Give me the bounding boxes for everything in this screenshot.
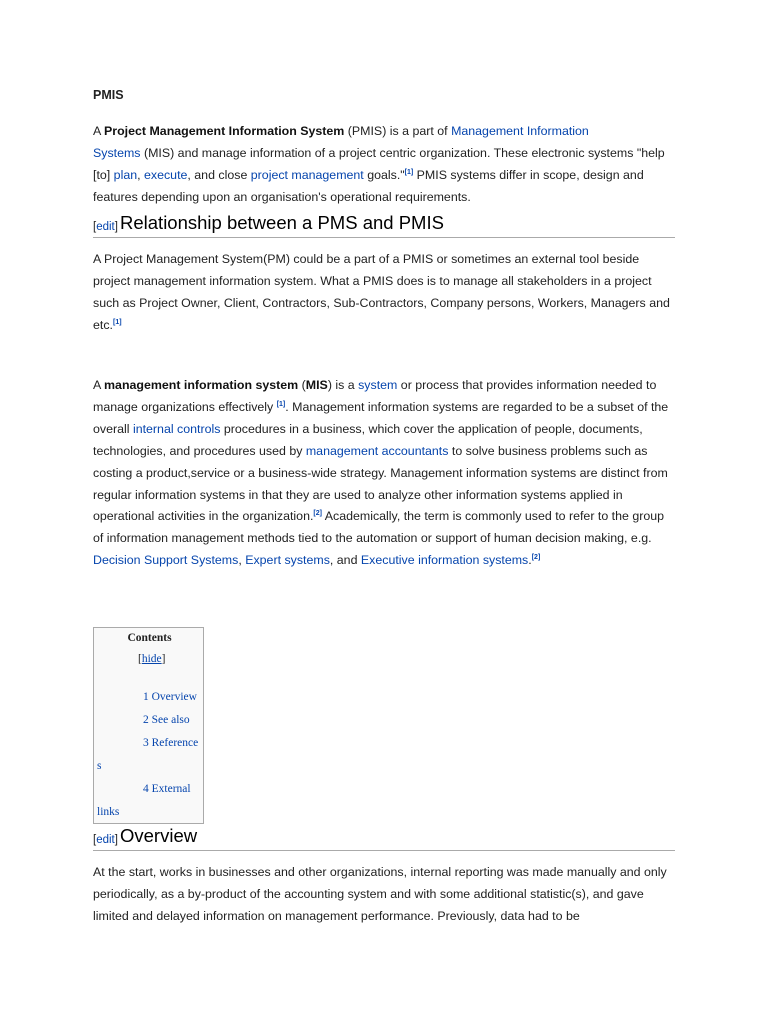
table-of-contents [93,627,204,824]
text: ) is a [327,378,359,392]
link-executive-information-systems[interactable]: Executive information systems [360,553,529,568]
section-heading-overview [93,824,675,851]
text: procedures in a business, which cover the application of people, documents, technologies, and procedures used by [93,421,643,458]
toc-item-external-links-wrap[interactable]: links [97,806,120,818]
link-expert-systems[interactable]: Expert systems [245,553,330,568]
bold-term: MIS [305,378,328,392]
edit-section-link [93,834,118,846]
reference-link[interactable]: [2] [313,510,322,518]
section-title: Relationship between a PMS and PMIS [120,212,444,233]
reference-link[interactable]: [2] [531,554,541,562]
text: . Management information systems are regarded to be a subset of the overall [93,399,669,436]
edit-link[interactable]: edit [96,834,115,846]
toc-item-references-wrap[interactable]: s [97,760,102,772]
edit-link[interactable]: edit [96,221,115,233]
reference-link[interactable]: [1] [112,318,122,326]
toc-item-references[interactable]: 3 Reference [143,737,199,749]
relationship-paragraph [93,249,675,337]
bracket: ] [114,834,118,846]
overview-paragraph: At the start, works in businesses and other organizations, internal reporting was made manually and only periodically, as a by-product of the accounting system and with some additional statistic(s), and gave limited and delayed information on management performance. Previously, data had to be [93,865,667,923]
text: , [238,553,246,568]
text: A [93,124,105,138]
bold-term: management information system [104,378,299,392]
link-decision-support-systems[interactable]: Decision Support Systems [93,553,239,568]
bracket: [ [93,221,97,233]
text: A Project Management System(PM) could be a part of a PMIS or sometimes an external tool beside project management information system. What a PMIS does is to manage all stakeholders in a project such as Project Owner, Client, Contractors, Sub-Contractors, Company persons, Workers, Managers and etc. [93,252,670,332]
toc-hide-link[interactable]: hide [141,653,162,665]
text: . [528,553,532,568]
mis-paragraph [93,375,675,572]
section-title: Overview [120,825,198,846]
text: or process that provides information needed to manage organizations effectively [93,378,657,414]
link-plan[interactable]: plan [113,167,138,182]
link-project-management[interactable]: project management [250,167,364,182]
reference-link[interactable]: [1] [276,400,286,408]
bracket: [ [138,653,142,665]
text: PMIS systems differ in scope, design and features depending upon an organisation's operational requirements. [93,167,644,204]
bracket: ] [161,653,166,665]
text: A [93,378,105,392]
text: , [137,167,144,182]
link-execute[interactable]: execute [144,167,188,182]
link-systems[interactable]: Systems [93,145,141,160]
text: (MIS) and manage information of a project centric organization. These electronic systems "help [to] [93,145,665,182]
text: ( [298,378,306,392]
link-internal-controls[interactable]: internal controls [132,421,221,436]
page-title: PMIS [93,88,124,102]
text: Academically, the term is commonly used to refer to the group of information management methods tied to the automation or support of human decision making, e.g. [93,509,665,546]
text: , and [329,553,361,568]
edit-section-link [93,221,118,233]
toc-item-see-also[interactable]: 2 See also [143,714,190,726]
link-management-information-systems[interactable]: Management Information [451,124,589,138]
toc-title: Contents [127,632,172,644]
text: (PMIS) is a part of [344,124,452,138]
text: goals." [363,167,405,182]
section-heading-relationship [93,211,675,238]
link-management-accountants[interactable]: management accountants [305,443,449,458]
bracket: ] [114,221,118,233]
toc-item-external-links[interactable]: 4 External [143,783,191,795]
bold-term: Project Management Information System [104,124,345,138]
link-system[interactable]: system [358,378,398,392]
text: , and close [187,167,251,182]
bracket: [ [93,834,97,846]
toc-hide-toggle [138,653,166,665]
intro-paragraph [93,121,675,209]
reference-link[interactable]: [1] [404,168,414,176]
toc-item-overview[interactable]: 1 Overview [143,691,197,703]
text: to solve business problems such as costing a product,service or a business-wide strategy. Management information systems are distinct from regular information systems in that they are used to analyze other information systems applied in operational activities in the organization. [93,443,668,524]
